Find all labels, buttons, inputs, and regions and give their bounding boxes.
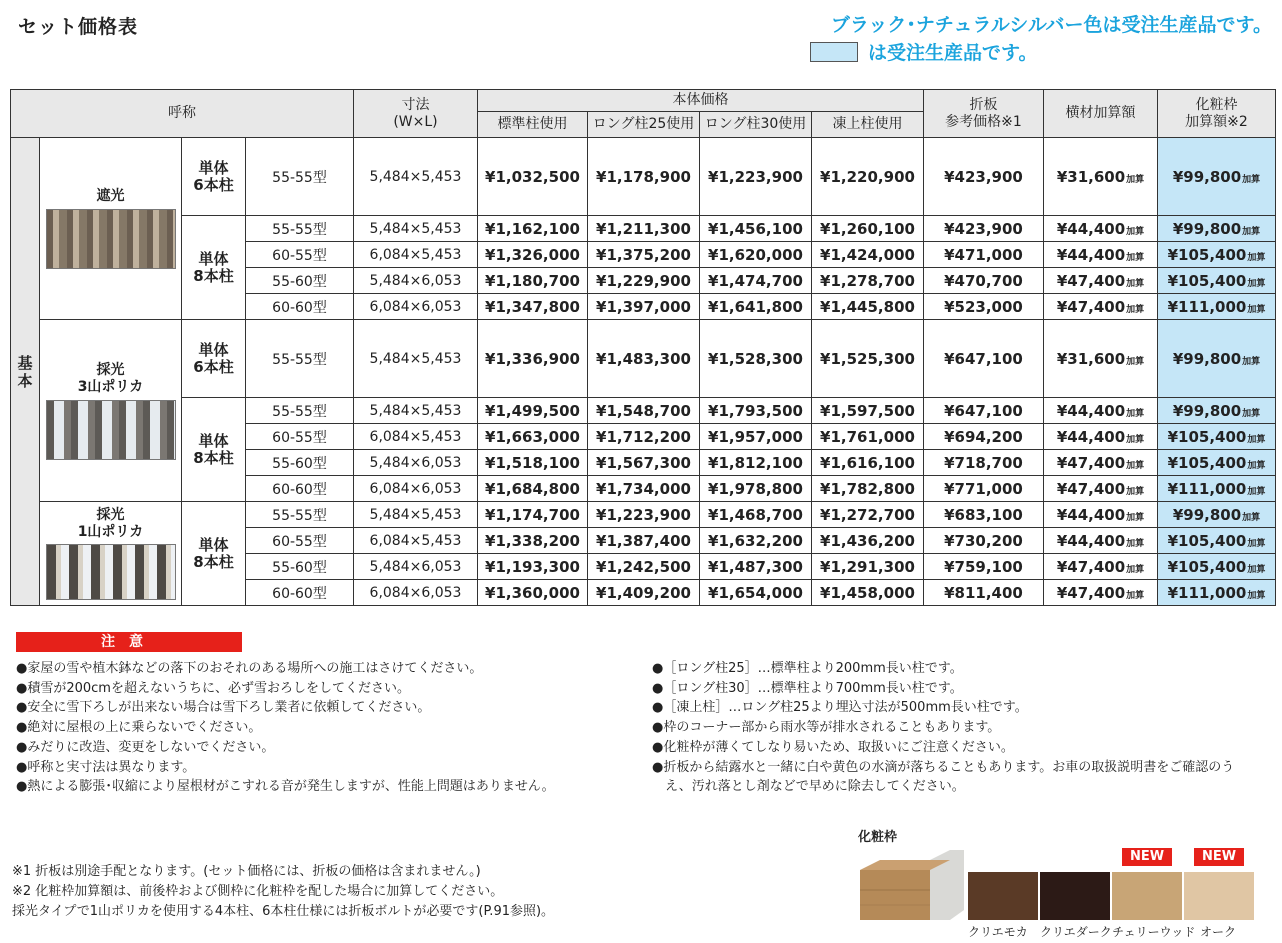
long25-price: ¥1,229,900 <box>588 268 700 294</box>
model-cell: 60-60型 <box>246 294 354 320</box>
long30-price: ¥1,468,700 <box>700 502 812 528</box>
footnote: 採光タイプで1山ポリカを使用する4本柱、6本柱仕様には折板ボルトが必要です(P.91参照)。 <box>12 904 555 919</box>
color-chip-crie-dark <box>1040 872 1110 920</box>
new-badge: NEW <box>1122 848 1172 866</box>
std-price: ¥1,032,500 <box>478 138 588 216</box>
model-cell: 55-55型 <box>246 138 354 216</box>
daylight-1-roof-photo <box>46 544 176 600</box>
table-row <box>11 320 1276 398</box>
dim-cell: 6,084×5,453 <box>354 242 478 268</box>
model-cell: 55-55型 <box>246 216 354 242</box>
table-row <box>11 398 1276 424</box>
folding-price: ¥683,100 <box>924 502 1044 528</box>
header-long30: ロング柱30使用 <box>700 112 812 138</box>
cosmetic-frame-title: 化粧枠 <box>858 830 898 845</box>
base-label: 基 本 <box>11 138 40 606</box>
long25-price: ¥1,375,200 <box>588 242 700 268</box>
std-price: ¥1,684,800 <box>478 476 588 502</box>
std-price: ¥1,193,300 <box>478 554 588 580</box>
header-crossbar: 横材加算額 <box>1044 90 1158 138</box>
header-std: 標準柱使用 <box>478 112 588 138</box>
std-price: ¥1,162,100 <box>478 216 588 242</box>
cosmetic-addon: ¥105,400加算 <box>1158 424 1276 450</box>
header-long25: ロング柱25使用 <box>588 112 700 138</box>
caution-heading: 注意 <box>16 632 242 652</box>
folding-price: ¥771,000 <box>924 476 1044 502</box>
pillar-group-8: 単体 8本柱 <box>182 398 246 502</box>
caution-item: ●［ロング柱30］…標準柱より700mm長い柱です。 <box>652 680 963 696</box>
crossbar-addon: ¥47,400加算 <box>1044 580 1158 606</box>
folding-price: ¥647,100 <box>924 398 1044 424</box>
pillar-group-6: 単体 6本柱 <box>182 138 246 216</box>
long30-price: ¥1,654,000 <box>700 580 812 606</box>
table-row <box>11 216 1276 242</box>
folding-price: ¥730,200 <box>924 528 1044 554</box>
crossbar-addon: ¥31,600加算 <box>1044 138 1158 216</box>
model-cell: 60-60型 <box>246 476 354 502</box>
pillar-group-8: 単体 8本柱 <box>182 216 246 320</box>
caution-item: ●安全に雪下ろしが出来ない場合は雪下ろし業者に依頼してください。 <box>16 700 431 716</box>
dim-cell: 5,484×5,453 <box>354 502 478 528</box>
dim-cell: 6,084×6,053 <box>354 476 478 502</box>
crossbar-addon: ¥47,400加算 <box>1044 450 1158 476</box>
long25-price: ¥1,483,300 <box>588 320 700 398</box>
header-cosmetic: 化粧枠 加算額※2 <box>1158 90 1276 138</box>
dim-cell: 6,084×5,453 <box>354 424 478 450</box>
shading-roof-photo <box>46 209 176 269</box>
frozen-price: ¥1,278,700 <box>812 268 924 294</box>
frozen-price: ¥1,616,100 <box>812 450 924 476</box>
made-to-order-notice: ブラック･ナチュラルシルバー色は受注生産品です。 <box>830 14 1272 36</box>
color-label: クリエモカ <box>968 925 1028 939</box>
crossbar-addon: ¥47,400加算 <box>1044 476 1158 502</box>
long25-price: ¥1,223,900 <box>588 502 700 528</box>
dim-cell: 5,484×5,453 <box>354 138 478 216</box>
caution-item: ●家屋の雪や植木鉢などの落下のおそれのある場所への施工はさけてください。 <box>16 661 483 676</box>
frozen-price: ¥1,220,900 <box>812 138 924 216</box>
model-cell: 55-55型 <box>246 502 354 528</box>
footnote: ※2 化粧枠加算額は、前後枠および側枠に化粧枠を配した場合に加算してください。 <box>12 884 504 899</box>
std-price: ¥1,174,700 <box>478 502 588 528</box>
dim-cell: 5,484×5,453 <box>354 216 478 242</box>
long30-price: ¥1,474,700 <box>700 268 812 294</box>
model-cell: 55-60型 <box>246 450 354 476</box>
caution-item: ●折板から結露水と一緒に白や黄色の水滴が落ちることもあります。お車の取扱説明書をご確認のう <box>652 759 1235 775</box>
cosmetic-frame-corner-image <box>860 850 964 920</box>
dim-cell: 6,084×6,053 <box>354 580 478 606</box>
cosmetic-addon: ¥111,000加算 <box>1158 294 1276 320</box>
long25-price: ¥1,397,000 <box>588 294 700 320</box>
footnotes <box>12 862 554 922</box>
caution-item: ●枠のコーナー部から雨水等が排水されることもあります。 <box>652 720 1001 736</box>
folding-price: ¥759,100 <box>924 554 1044 580</box>
color-label: クリエダーク <box>1040 925 1112 939</box>
cosmetic-addon: ¥105,400加算 <box>1158 450 1276 476</box>
crossbar-addon: ¥44,400加算 <box>1044 398 1158 424</box>
dim-cell: 5,484×5,453 <box>354 320 478 398</box>
long30-price: ¥1,812,100 <box>700 450 812 476</box>
std-price: ¥1,663,000 <box>478 424 588 450</box>
table-row <box>11 502 1276 528</box>
header-folding: 折板 参考価格※1 <box>924 90 1044 138</box>
caution-item: ●絶対に屋根の上に乗らないでください。 <box>16 720 262 736</box>
folding-price: ¥647,100 <box>924 320 1044 398</box>
frozen-price: ¥1,260,100 <box>812 216 924 242</box>
caution-item: ●化粧枠が薄くてしなり易いため、取扱いにご注意ください。 <box>652 739 1014 755</box>
folding-price: ¥811,400 <box>924 580 1044 606</box>
frozen-price: ¥1,782,800 <box>812 476 924 502</box>
caution-item: ●みだりに改造、変更をしないでください。 <box>16 739 275 755</box>
pillar-group-8: 単体 8本柱 <box>182 502 246 606</box>
std-price: ¥1,360,000 <box>478 580 588 606</box>
header-body-price: 本体価格 <box>478 90 924 112</box>
table-row <box>11 138 1276 216</box>
crossbar-addon: ¥44,400加算 <box>1044 216 1158 242</box>
pillar-group-6: 単体 6本柱 <box>182 320 246 398</box>
model-cell: 55-55型 <box>246 398 354 424</box>
long25-price: ¥1,178,900 <box>588 138 700 216</box>
std-price: ¥1,326,000 <box>478 242 588 268</box>
model-cell: 60-55型 <box>246 424 354 450</box>
std-price: ¥1,518,100 <box>478 450 588 476</box>
model-cell: 55-60型 <box>246 268 354 294</box>
category-daylight-1 <box>40 502 182 606</box>
cosmetic-addon: ¥99,800加算 <box>1158 502 1276 528</box>
category-shading <box>40 138 182 320</box>
long25-price: ¥1,242,500 <box>588 554 700 580</box>
price-table <box>10 89 1276 606</box>
model-cell: 60-60型 <box>246 580 354 606</box>
color-chip-cherry-wood <box>1112 872 1182 920</box>
frozen-price: ¥1,597,500 <box>812 398 924 424</box>
long25-price: ¥1,734,000 <box>588 476 700 502</box>
long30-price: ¥1,632,200 <box>700 528 812 554</box>
model-cell: 60-55型 <box>246 528 354 554</box>
cosmetic-addon: ¥99,800加算 <box>1158 216 1276 242</box>
caution-item: ●［ロング柱25］…標準柱より200mm長い柱です。 <box>652 661 963 676</box>
frozen-price: ¥1,525,300 <box>812 320 924 398</box>
header-row-1 <box>11 90 1276 112</box>
std-price: ¥1,338,200 <box>478 528 588 554</box>
long30-price: ¥1,456,100 <box>700 216 812 242</box>
frozen-price: ¥1,424,000 <box>812 242 924 268</box>
frozen-price: ¥1,272,700 <box>812 502 924 528</box>
crossbar-addon: ¥44,400加算 <box>1044 528 1158 554</box>
caution-item: え、汚れ落とし剤などで早めに除去してください。 <box>652 779 965 795</box>
model-cell: 60-55型 <box>246 242 354 268</box>
long25-price: ¥1,712,200 <box>588 424 700 450</box>
dim-cell: 5,484×6,053 <box>354 554 478 580</box>
blue-cell-notice <box>810 38 1037 65</box>
daylight-3-roof-photo <box>46 400 176 460</box>
long25-price: ¥1,387,400 <box>588 528 700 554</box>
folding-price: ¥423,900 <box>924 216 1044 242</box>
frozen-price: ¥1,436,200 <box>812 528 924 554</box>
long25-price: ¥1,211,300 <box>588 216 700 242</box>
cosmetic-addon: ¥105,400加算 <box>1158 528 1276 554</box>
caution-item: ●呼称と実寸法は異なります。 <box>16 759 196 775</box>
crossbar-addon: ¥44,400加算 <box>1044 502 1158 528</box>
header-name: 呼称 <box>11 90 354 138</box>
long25-price: ¥1,567,300 <box>588 450 700 476</box>
cosmetic-addon: ¥99,800加算 <box>1158 398 1276 424</box>
new-badge: NEW <box>1194 848 1244 866</box>
header-dim: 寸法 (W×L) <box>354 90 478 138</box>
folding-price: ¥694,200 <box>924 424 1044 450</box>
crossbar-addon: ¥44,400加算 <box>1044 424 1158 450</box>
long30-price: ¥1,793,500 <box>700 398 812 424</box>
blue-swatch-legend <box>810 42 858 62</box>
dim-cell: 5,484×6,053 <box>354 268 478 294</box>
frozen-price: ¥1,761,000 <box>812 424 924 450</box>
frozen-price: ¥1,458,000 <box>812 580 924 606</box>
long30-price: ¥1,487,300 <box>700 554 812 580</box>
category-label: 採光 1山ポリカ <box>77 507 144 540</box>
dim-cell: 6,084×5,453 <box>354 528 478 554</box>
dim-cell: 6,084×6,053 <box>354 294 478 320</box>
long30-price: ¥1,528,300 <box>700 320 812 398</box>
cosmetic-addon: ¥105,400加算 <box>1158 268 1276 294</box>
color-chip-oak <box>1184 872 1254 920</box>
cosmetic-addon: ¥99,800加算 <box>1158 320 1276 398</box>
cosmetic-addon: ¥105,400加算 <box>1158 554 1276 580</box>
category-label: 遮光 <box>96 188 125 204</box>
page-title: セット価格表 <box>18 16 139 38</box>
footnote: ※1 折板は別途手配となります。(セット価格には、折板の価格は含まれません。) <box>12 864 481 879</box>
long30-price: ¥1,223,900 <box>700 138 812 216</box>
category-label: 採光 3山ポリカ <box>77 361 144 395</box>
cosmetic-addon: ¥99,800加算 <box>1158 138 1276 216</box>
caution-list-left <box>16 659 555 797</box>
long30-price: ¥1,641,800 <box>700 294 812 320</box>
crossbar-addon: ¥47,400加算 <box>1044 268 1158 294</box>
caution-item: ●熱による膨張･収縮により屋根材がこすれる音が発生しますが、性能上問題はありません。 <box>16 779 555 795</box>
caution-list-right <box>652 659 1234 797</box>
dim-cell: 5,484×5,453 <box>354 398 478 424</box>
long30-price: ¥1,978,800 <box>700 476 812 502</box>
folding-price: ¥470,700 <box>924 268 1044 294</box>
folding-price: ¥718,700 <box>924 450 1044 476</box>
crossbar-addon: ¥47,400加算 <box>1044 294 1158 320</box>
frozen-price: ¥1,445,800 <box>812 294 924 320</box>
crossbar-addon: ¥44,400加算 <box>1044 242 1158 268</box>
category-daylight-3 <box>40 320 182 502</box>
caution-item: ●積雪が200cmを超えないうちに、必ず雪おろしをしてください。 <box>16 680 410 696</box>
long30-price: ¥1,620,000 <box>700 242 812 268</box>
model-cell: 55-55型 <box>246 320 354 398</box>
std-price: ¥1,347,800 <box>478 294 588 320</box>
crossbar-addon: ¥31,600加算 <box>1044 320 1158 398</box>
folding-price: ¥471,000 <box>924 242 1044 268</box>
std-price: ¥1,336,900 <box>478 320 588 398</box>
dim-cell: 5,484×6,053 <box>354 450 478 476</box>
color-label: チェリーウッド <box>1112 925 1196 939</box>
cosmetic-addon: ¥111,000加算 <box>1158 476 1276 502</box>
blue-cell-notice-text: は受注生産品です。 <box>868 42 1038 64</box>
frozen-price: ¥1,291,300 <box>812 554 924 580</box>
folding-price: ¥423,900 <box>924 138 1044 216</box>
folding-price: ¥523,000 <box>924 294 1044 320</box>
caution-item: ●［凍上柱］…ロング柱25より埋込寸法が500mm長い柱です。 <box>652 700 1028 716</box>
model-cell: 55-60型 <box>246 554 354 580</box>
color-chip-crie-mocha <box>968 872 1038 920</box>
crossbar-addon: ¥47,400加算 <box>1044 554 1158 580</box>
color-label: オーク <box>1200 925 1237 939</box>
header-frozen: 凍上柱使用 <box>812 112 924 138</box>
long25-price: ¥1,548,700 <box>588 398 700 424</box>
cosmetic-addon: ¥111,000加算 <box>1158 580 1276 606</box>
cosmetic-addon: ¥105,400加算 <box>1158 242 1276 268</box>
long25-price: ¥1,409,200 <box>588 580 700 606</box>
std-price: ¥1,499,500 <box>478 398 588 424</box>
long30-price: ¥1,957,000 <box>700 424 812 450</box>
std-price: ¥1,180,700 <box>478 268 588 294</box>
